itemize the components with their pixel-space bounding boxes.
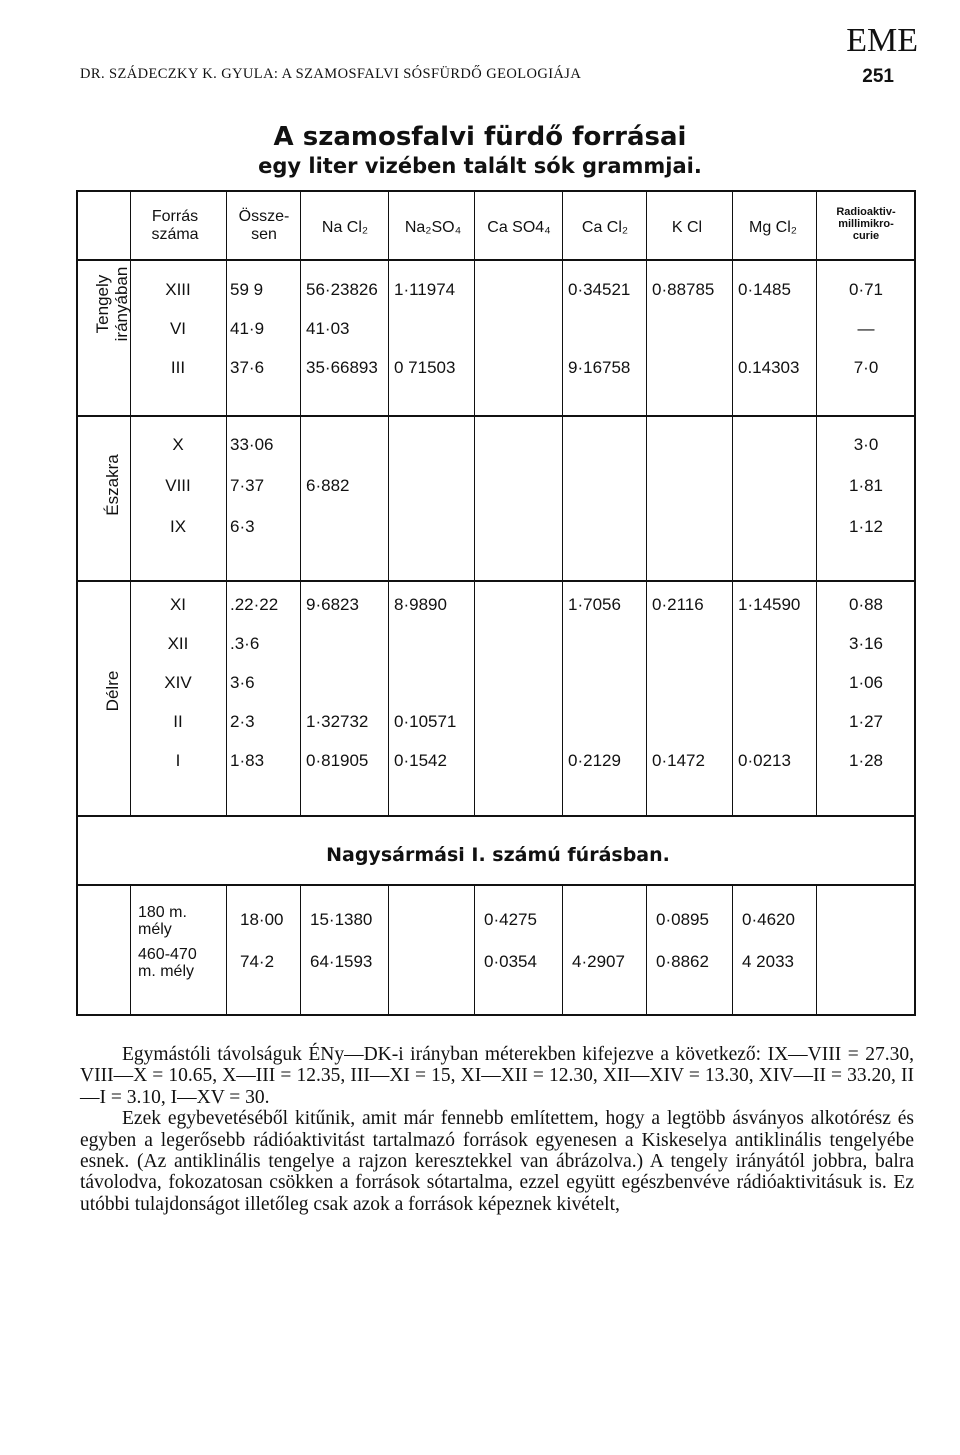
cell-cacl2: 1·7056 (568, 595, 621, 614)
header-na2so4: Na₂SO₄ (404, 219, 462, 236)
column-rule (816, 884, 817, 1016)
column-rule (130, 884, 131, 1016)
cell-src: XIII (165, 280, 191, 299)
cell-cacl2: 9·16758 (568, 358, 631, 377)
column-rule (388, 192, 389, 815)
header-nacl: Na Cl₂ (321, 219, 369, 236)
cell-total: 2·3 (230, 712, 255, 731)
cell-src: X (172, 435, 184, 454)
cell-src: VIII (165, 476, 191, 495)
cell-kcl: 0·1472 (652, 751, 705, 770)
cell-src: II (173, 712, 183, 731)
table-rule (78, 884, 914, 886)
drill-cell-caso4: 0·0354 (484, 952, 537, 971)
cell-cacl2: 0·34521 (568, 280, 631, 299)
column-rule (226, 884, 227, 1016)
column-rule (816, 192, 817, 815)
cell-radio: 1·06 (848, 673, 884, 692)
page-number: 251 (862, 66, 894, 87)
cell-total: 41·9 (230, 319, 265, 338)
column-rule (300, 884, 301, 1016)
cell-radio: 3·0 (853, 435, 879, 454)
cell-radio: 1·12 (848, 517, 884, 536)
cell-total: 3·6 (230, 673, 255, 692)
cell-nacl: 0·81905 (306, 751, 369, 770)
drill-cell-caso4: 0·4275 (484, 910, 537, 929)
cell-na2so4: 8·9890 (394, 595, 447, 614)
cell-na2so4: 1·11974 (394, 280, 456, 299)
cell-total: .22·22 (230, 595, 279, 614)
header-cacl2: Ca Cl₂ (581, 219, 629, 236)
paragraph-distances: Egymástóli távolságuk ÉNy—DK-i irányban méterekben kifejezve a következő: IX—VIII = 27.30, VIII—X = 10.65, X—III = 12.35, III—XI = 15, XI—XII = 12.30, XII—XIV = 13.30, XIV—II = 33.20, II—I = 3.10, I—XV = 30. (80, 1044, 914, 1108)
group-label-north: Északra (103, 454, 122, 516)
drill-cell-total: 18·00 (240, 910, 284, 929)
cell-total: 33·06 (230, 435, 274, 454)
subtable-title: Nagysármási I. számú fúrásban. (326, 844, 670, 866)
group-label-south: Délre (103, 670, 122, 712)
column-rule (474, 884, 475, 1016)
cell-total: 59 9 (230, 280, 264, 299)
cell-nacl: 6·882 (306, 476, 350, 495)
column-rule (732, 884, 733, 1016)
table-rule (78, 259, 914, 261)
cell-src: I (175, 751, 181, 770)
cell-src: XI (169, 595, 187, 614)
cell-radio: 1·27 (848, 712, 884, 731)
table-rule (78, 815, 914, 817)
cell-src: XII (167, 634, 189, 653)
cell-nacl: 35·66893 (306, 358, 378, 377)
cell-nacl: 1·32732 (306, 712, 369, 731)
cell-radio: 7·0 (853, 358, 879, 377)
column-rule (646, 884, 647, 1016)
column-rule (562, 192, 563, 815)
cell-mgcl2: 0.14303 (738, 358, 800, 377)
running-title: DR. SZÁDECZKY K. GYULA: A SZAMOSFALVI SÓSFÜRDŐ GEOLOGIÁJA (80, 66, 582, 82)
column-rule (474, 192, 475, 815)
header-total: Össze- sen (238, 208, 290, 243)
publisher-logo: EME (846, 22, 918, 59)
cell-na2so4: 0·1542 (394, 751, 447, 770)
column-rule (388, 884, 389, 1016)
header-radioactivity: Radioaktiv- millimikro- curie (836, 206, 896, 242)
cell-nacl: 41·03 (306, 319, 350, 338)
drill-cell-nacl: 64·1593 (310, 952, 373, 971)
body-text (80, 1044, 914, 1215)
table-rule (78, 415, 914, 417)
cell-total: 1·83 (230, 751, 265, 770)
group-label-axis: Tengely irányában (93, 266, 131, 342)
cell-src: IX (169, 517, 187, 536)
column-rule (300, 192, 301, 815)
column-rule (130, 192, 131, 815)
table-title: A szamosfalvi fürdő forrásai (273, 122, 687, 152)
table-rule (78, 580, 914, 582)
header-mgcl2: Mg Cl₂ (749, 219, 797, 236)
cell-total: 6·3 (230, 517, 255, 536)
cell-src: III (170, 358, 186, 377)
cell-na2so4: 0 71503 (394, 358, 456, 377)
drill-cell-mgcl2: 4 2033 (742, 952, 794, 971)
cell-total: 37·6 (230, 358, 265, 377)
table-subtitle: egy liter vizében talált sók grammjai. (258, 154, 702, 178)
cell-depth: 460-470 m. mély (138, 946, 197, 980)
cell-depth: 180 m. mély (138, 904, 187, 938)
cell-mgcl2: 0·1485 (738, 280, 791, 299)
drill-cell-mgcl2: 0·4620 (742, 910, 795, 929)
cell-total: 7·37 (230, 476, 265, 495)
cell-cacl2: 0·2129 (568, 751, 621, 770)
cell-kcl: 0·2116 (652, 595, 704, 614)
cell-radio: 3·16 (848, 634, 884, 653)
column-rule (646, 192, 647, 815)
cell-mgcl2: 0·0213 (738, 751, 791, 770)
header-source: Forrás száma (151, 208, 199, 243)
drill-cell-total: 74·2 (240, 952, 275, 971)
drill-cell-cacl2: 4·2907 (572, 952, 625, 971)
cell-na2so4: 0·10571 (394, 712, 457, 731)
cell-src: VI (169, 319, 187, 338)
cell-src: XIV (164, 673, 192, 692)
cell-radio: — (857, 319, 875, 338)
column-rule (562, 884, 563, 1016)
cell-radio: 0·88 (848, 595, 884, 614)
cell-radio: 1·81 (848, 476, 884, 495)
cell-total: .3·6 (230, 634, 260, 653)
cell-radio: 1·28 (848, 751, 884, 770)
cell-nacl: 56·23826 (306, 280, 378, 299)
cell-nacl: 9·6823 (306, 595, 359, 614)
column-rule (732, 192, 733, 815)
cell-radio: 0·71 (848, 280, 884, 299)
cell-kcl: 0·88785 (652, 280, 715, 299)
drill-cell-nacl: 15·1380 (310, 910, 373, 929)
drill-cell-kcl: 0·0895 (656, 910, 709, 929)
mineral-table (76, 190, 916, 1016)
paragraph-conclusion: Ezek egybevetéséből kitűnik, amit már fennebb említettem, hogy a legtöbb ásványos alkotórész és egyben a legerősebb rádióaktivitást tartalmazó források egyenesen a Kiskeselya antiklinális tengelyébe esnek. (Az antiklinális tengelye a rajzon keresztekkel van ábrázolva.) A tengely irányától jobbra, balra távolodva, fokozatosan csökken a források sótartalma, ezzel együtt egészbenvéve rádióaktivitásuk is. Ez utóbbi tulajdonságot illetőleg csak azok a források képeznek kivételt, (80, 1108, 914, 1215)
cell-mgcl2: 1·14590 (738, 595, 801, 614)
column-rule (226, 192, 227, 815)
header-caso4: Ca SO4₄ (487, 219, 551, 236)
drill-cell-kcl: 0·8862 (656, 952, 709, 971)
header-kcl: K Cl (671, 219, 703, 236)
